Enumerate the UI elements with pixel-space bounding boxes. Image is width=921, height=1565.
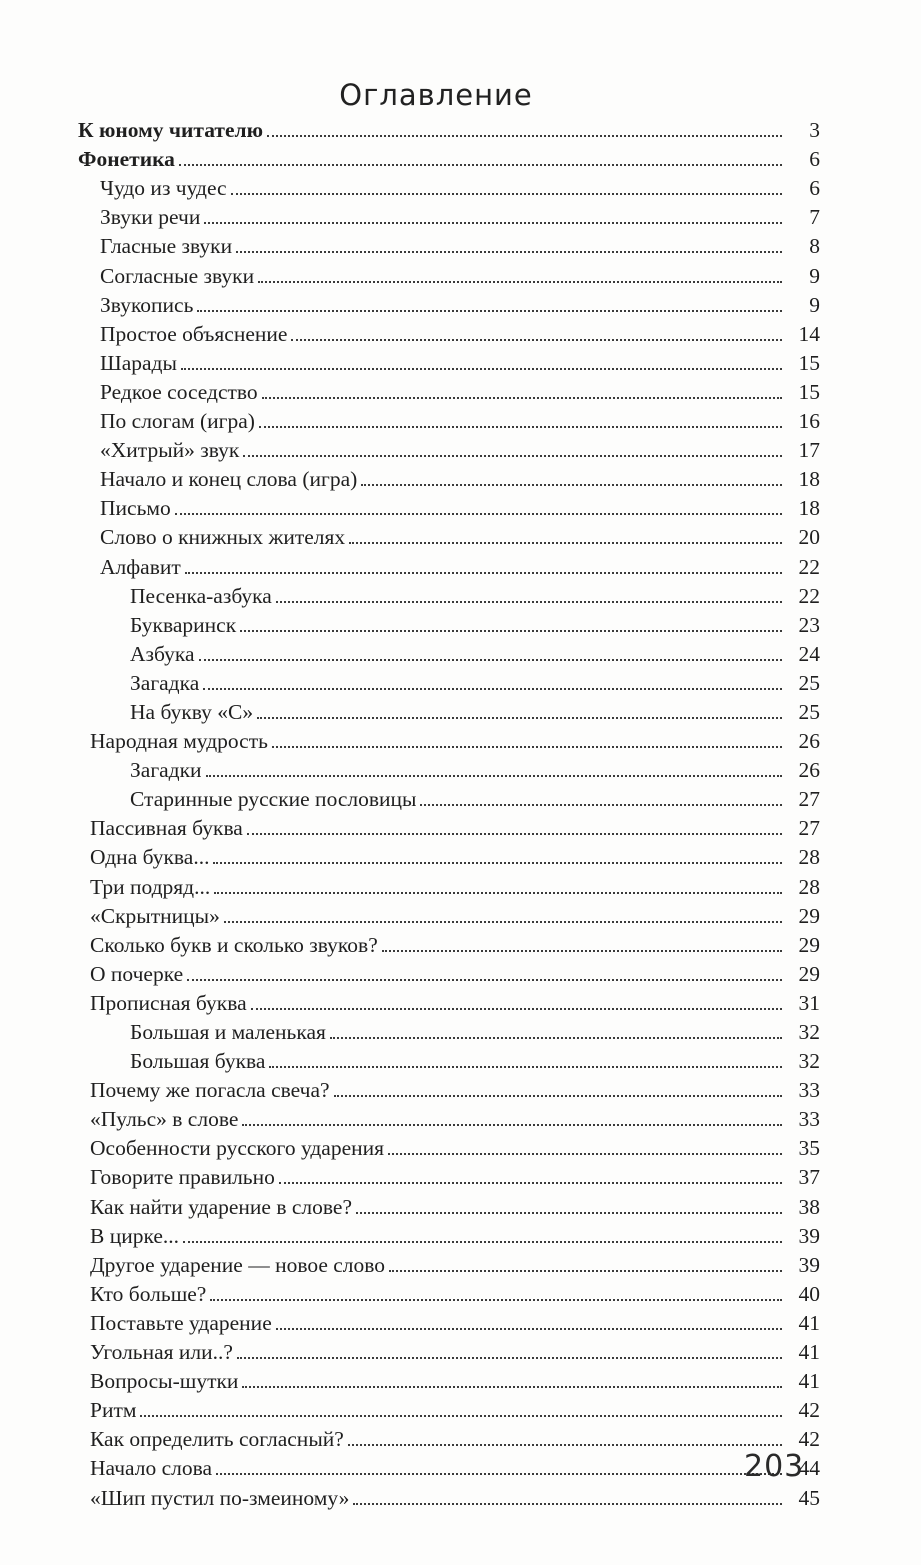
toc-entry-page: 26 bbox=[798, 729, 820, 754]
toc-entry bbox=[78, 1045, 820, 1074]
dot-leader bbox=[349, 541, 782, 544]
toc-entry bbox=[78, 783, 820, 812]
toc-entry-page: 3 bbox=[809, 118, 820, 143]
dot-leader bbox=[199, 658, 782, 661]
toc-entry bbox=[78, 1132, 820, 1161]
toc-entry-title: Три подряд... bbox=[90, 874, 211, 899]
dot-leader bbox=[210, 1298, 782, 1301]
dot-leader bbox=[214, 891, 782, 894]
toc-entry-title: Другое ударение — новое слово bbox=[90, 1252, 386, 1277]
toc-entry-page: 28 bbox=[798, 845, 820, 870]
toc-entry-title: Шарады bbox=[100, 350, 177, 375]
toc-entry-title: Письмо bbox=[100, 496, 171, 521]
toc-entry-page: 22 bbox=[798, 583, 820, 608]
toc-entry bbox=[78, 1307, 820, 1336]
toc-entry-page: 40 bbox=[798, 1281, 820, 1306]
toc-entry bbox=[78, 900, 820, 929]
toc-entry-title: Старинные русские пословицы bbox=[130, 787, 417, 812]
toc-entry-page: 7 bbox=[809, 205, 820, 230]
table-of-contents bbox=[78, 114, 820, 1511]
toc-entry-page: 14 bbox=[798, 321, 820, 346]
toc-entry bbox=[78, 1278, 820, 1307]
toc-entry-page: 20 bbox=[798, 525, 820, 550]
toc-entry-page: 42 bbox=[798, 1398, 820, 1423]
toc-entry bbox=[78, 667, 820, 696]
dot-leader bbox=[269, 1065, 782, 1068]
toc-entry-page: 8 bbox=[809, 234, 820, 259]
toc-entry-title: Букваринск bbox=[130, 612, 237, 637]
toc-entry-page: 37 bbox=[798, 1165, 820, 1190]
page-number: 203 bbox=[744, 1449, 805, 1484]
toc-entry-title: Начало и конец слова (игра) bbox=[100, 467, 358, 492]
toc-entry-page: 41 bbox=[798, 1369, 820, 1394]
toc-entry-title: Сколько букв и сколько звуков? bbox=[90, 932, 378, 957]
dot-leader bbox=[353, 1502, 782, 1505]
toc-entry-page: 27 bbox=[798, 787, 820, 812]
toc-entry-title: Чудо из чудес bbox=[100, 176, 227, 201]
toc-entry bbox=[78, 812, 820, 841]
toc-entry-page: 27 bbox=[798, 816, 820, 841]
toc-entry-title: О почерке bbox=[90, 961, 184, 986]
toc-entry bbox=[78, 958, 820, 987]
toc-entry-title: Почему же погасла свеча? bbox=[90, 1078, 330, 1103]
toc-entry-page: 45 bbox=[798, 1485, 820, 1510]
toc-entry-title: Говорите правильно bbox=[90, 1165, 275, 1190]
toc-entry bbox=[78, 1336, 820, 1365]
toc-entry-title: Как определить согласный? bbox=[90, 1427, 344, 1452]
dot-leader bbox=[224, 920, 782, 923]
toc-entry-page: 9 bbox=[809, 292, 820, 317]
toc-entry-title: К юному читателю bbox=[78, 118, 264, 143]
toc-entry bbox=[78, 405, 820, 434]
dot-leader bbox=[334, 1094, 782, 1097]
toc-entry-page: 23 bbox=[798, 612, 820, 637]
toc-entry-page: 6 bbox=[809, 176, 820, 201]
dot-leader bbox=[181, 367, 782, 370]
toc-entry-page: 17 bbox=[798, 438, 820, 463]
toc-entry-page: 39 bbox=[798, 1252, 820, 1277]
dot-leader bbox=[204, 221, 782, 224]
dot-leader bbox=[203, 687, 782, 690]
dot-leader bbox=[237, 1356, 782, 1359]
toc-entry bbox=[78, 463, 820, 492]
dot-leader bbox=[251, 1007, 782, 1010]
toc-entry-title: Ритм bbox=[90, 1398, 137, 1423]
dot-leader bbox=[185, 571, 782, 574]
toc-entry-page: 15 bbox=[798, 350, 820, 375]
toc-entry-title: Прописная буква bbox=[90, 990, 247, 1015]
dot-leader bbox=[197, 309, 782, 312]
toc-entry-page: 32 bbox=[798, 1020, 820, 1044]
toc-entry bbox=[78, 143, 820, 172]
dot-leader bbox=[291, 338, 782, 341]
toc-entry-title: Звуки речи bbox=[100, 205, 201, 230]
toc-entry-page: 42 bbox=[798, 1427, 820, 1452]
toc-entry bbox=[78, 1423, 820, 1452]
dot-leader bbox=[206, 774, 782, 777]
dot-leader bbox=[272, 745, 782, 748]
dot-leader bbox=[242, 1123, 782, 1126]
dot-leader bbox=[389, 1269, 782, 1272]
toc-entry bbox=[78, 347, 820, 376]
toc-entry-page: 29 bbox=[798, 961, 820, 986]
dot-leader bbox=[382, 949, 782, 952]
toc-entry bbox=[78, 1220, 820, 1249]
toc-entry bbox=[78, 1452, 820, 1481]
toc-entry-page: 28 bbox=[798, 874, 820, 899]
toc-entry bbox=[78, 1074, 820, 1103]
toc-entry-page: 18 bbox=[798, 496, 820, 521]
dot-leader bbox=[231, 192, 782, 195]
dot-leader bbox=[361, 483, 782, 486]
dot-leader bbox=[242, 1385, 782, 1388]
dot-leader bbox=[216, 1472, 782, 1475]
toc-entry-page: 33 bbox=[798, 1107, 820, 1132]
dot-leader bbox=[267, 134, 782, 137]
toc-entry bbox=[78, 1016, 820, 1045]
dot-leader bbox=[356, 1211, 782, 1214]
dot-leader bbox=[258, 280, 782, 283]
toc-entry bbox=[78, 376, 820, 405]
toc-entry bbox=[78, 289, 820, 318]
toc-entry-page: 24 bbox=[798, 641, 820, 666]
toc-entry-page: 35 bbox=[798, 1136, 820, 1161]
toc-entry-title: Одна буква... bbox=[90, 845, 210, 870]
toc-entry bbox=[78, 841, 820, 870]
toc-entry-title: Начало слова bbox=[90, 1456, 213, 1481]
toc-entry bbox=[78, 638, 820, 667]
toc-entry-page: 31 bbox=[798, 990, 820, 1015]
toc-entry-title: На букву «С» bbox=[130, 699, 254, 724]
page-title: Оглавление bbox=[339, 78, 533, 112]
dot-leader bbox=[213, 861, 782, 864]
toc-entry-title: Вопросы-шутки bbox=[90, 1369, 239, 1394]
toc-entry-title: «Шип пустил по-змеиному» bbox=[90, 1485, 350, 1510]
dot-leader bbox=[247, 832, 782, 835]
dot-leader bbox=[262, 396, 782, 399]
dot-leader bbox=[175, 512, 782, 515]
toc-entry-page: 41 bbox=[798, 1310, 820, 1335]
toc-entry bbox=[78, 1161, 820, 1190]
toc-entry bbox=[78, 230, 820, 259]
toc-entry bbox=[78, 1103, 820, 1132]
dot-leader bbox=[236, 250, 782, 253]
toc-entry-title: Простое объяснение bbox=[100, 321, 288, 346]
toc-entry-page: 25 bbox=[798, 670, 820, 695]
dot-leader bbox=[348, 1443, 782, 1446]
toc-entry-page: 18 bbox=[798, 467, 820, 492]
dot-leader bbox=[243, 454, 782, 457]
toc-entry bbox=[78, 1394, 820, 1423]
toc-entry-title: Пассивная буква bbox=[90, 816, 243, 841]
toc-entry bbox=[78, 696, 820, 725]
toc-entry-page: 32 bbox=[798, 1049, 820, 1074]
toc-entry-page: 33 bbox=[798, 1078, 820, 1103]
dot-leader bbox=[240, 629, 782, 632]
toc-entry bbox=[78, 1190, 820, 1219]
toc-entry-title: Как найти ударение в слове? bbox=[90, 1194, 353, 1219]
dot-leader bbox=[257, 716, 782, 719]
dot-leader bbox=[276, 600, 782, 603]
dot-leader bbox=[179, 163, 782, 166]
toc-entry-page: 41 bbox=[798, 1340, 820, 1365]
toc-entry-page: 29 bbox=[798, 932, 820, 957]
toc-entry-title: Загадки bbox=[130, 758, 202, 783]
toc-entry bbox=[78, 609, 820, 638]
toc-entry bbox=[78, 318, 820, 347]
toc-entry-title: Гласные звуки bbox=[100, 234, 233, 259]
toc-entry-page: 22 bbox=[798, 554, 820, 579]
toc-entry-title: Загадка bbox=[130, 670, 200, 695]
dot-leader bbox=[388, 1152, 782, 1155]
toc-entry-title: Звукопись bbox=[100, 292, 194, 317]
toc-entry-title: Согласные звуки bbox=[100, 263, 255, 288]
dot-leader bbox=[330, 1036, 782, 1039]
toc-entry-title: «Пульс» в слове bbox=[90, 1107, 239, 1132]
toc-entry bbox=[78, 1249, 820, 1278]
toc-entry bbox=[78, 987, 820, 1016]
toc-entry-title: «Хитрый» звук bbox=[100, 438, 240, 463]
toc-entry bbox=[78, 580, 820, 609]
toc-entry-page: 9 bbox=[809, 263, 820, 288]
dot-leader bbox=[279, 1181, 782, 1184]
dot-leader bbox=[276, 1327, 782, 1330]
toc-entry-page: 38 bbox=[798, 1194, 820, 1219]
toc-entry-title: Слово о книжных жителях bbox=[100, 525, 346, 550]
toc-entry bbox=[78, 172, 820, 201]
toc-entry-title: Редкое соседство bbox=[100, 379, 258, 404]
toc-entry-title: Угольная или..? bbox=[90, 1340, 233, 1365]
toc-entry bbox=[78, 929, 820, 958]
toc-entry-page: 29 bbox=[798, 903, 820, 928]
dot-leader bbox=[140, 1414, 782, 1417]
dot-leader bbox=[259, 425, 782, 428]
toc-entry bbox=[78, 550, 820, 579]
toc-entry-title: Народная мудрость bbox=[90, 729, 268, 754]
toc-entry-page: 16 bbox=[798, 409, 820, 434]
toc-entry-title: Фонетика bbox=[78, 147, 175, 172]
toc-entry-page: 15 bbox=[798, 379, 820, 404]
toc-entry-page: 25 bbox=[798, 699, 820, 724]
toc-entry bbox=[78, 492, 820, 521]
toc-entry bbox=[78, 1365, 820, 1394]
toc-entry bbox=[78, 754, 820, 783]
toc-entry bbox=[78, 259, 820, 288]
toc-entry bbox=[78, 870, 820, 899]
toc-entry-title: В цирке... bbox=[90, 1223, 180, 1248]
toc-entry-title: Поставьте ударение bbox=[90, 1310, 272, 1335]
toc-entry-title: Большая и маленькая bbox=[130, 1020, 326, 1044]
toc-entry-title: Особенности русского ударения bbox=[90, 1136, 385, 1161]
toc-entry-title: Азбука bbox=[130, 641, 195, 666]
toc-entry-title: «Скрытницы» bbox=[90, 903, 220, 928]
toc-entry bbox=[78, 434, 820, 463]
toc-entry-page: 6 bbox=[809, 147, 820, 172]
toc-entry-page: 26 bbox=[798, 758, 820, 783]
toc-entry-page: 44 bbox=[798, 1456, 820, 1481]
toc-entry bbox=[78, 201, 820, 230]
toc-entry-title: Песенка-азбука bbox=[130, 583, 272, 608]
toc-entry-title: Большая буква bbox=[130, 1049, 266, 1074]
toc-entry bbox=[78, 725, 820, 754]
toc-entry bbox=[78, 1481, 820, 1510]
toc-entry-page: 39 bbox=[798, 1223, 820, 1248]
toc-entry-title: По слогам (игра) bbox=[100, 409, 255, 434]
dot-leader bbox=[183, 1240, 782, 1243]
dot-leader bbox=[420, 803, 782, 806]
toc-entry-title: Кто больше? bbox=[90, 1281, 207, 1306]
toc-entry bbox=[78, 521, 820, 550]
toc-entry bbox=[78, 114, 820, 143]
dot-leader bbox=[187, 978, 782, 981]
toc-entry-title: Алфавит bbox=[100, 554, 181, 579]
